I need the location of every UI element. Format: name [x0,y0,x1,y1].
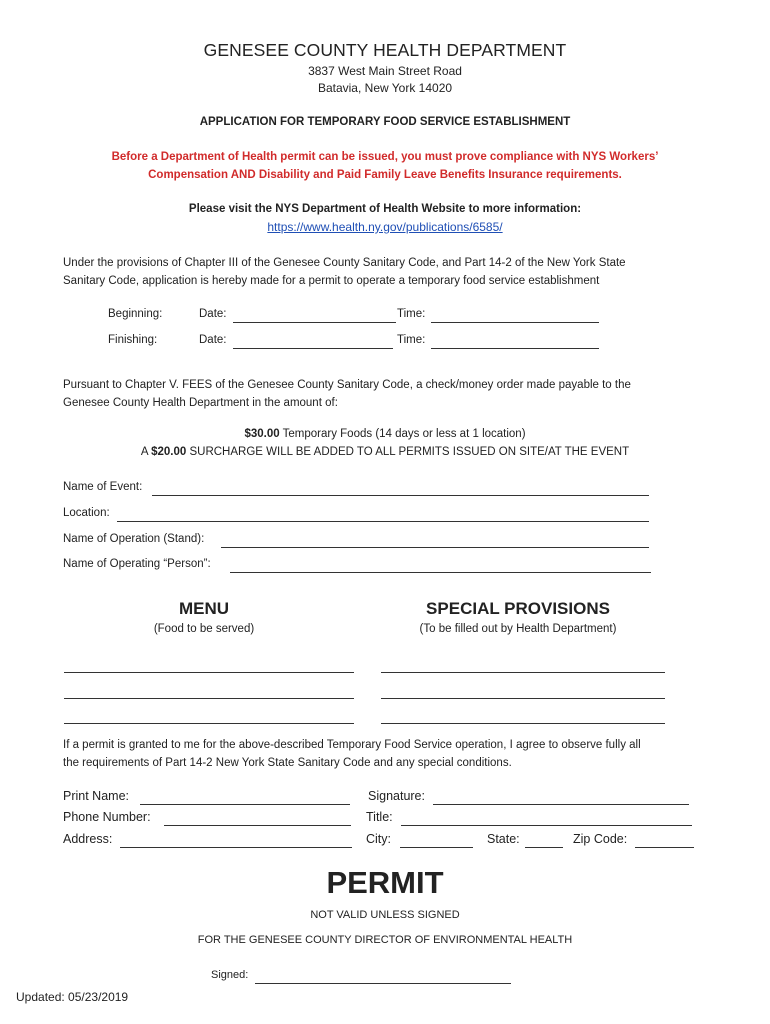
print-name-label: Print Name: [63,789,129,803]
operating-person-field[interactable] [230,572,651,573]
menu-line-1[interactable] [64,672,354,673]
menu-line-2[interactable] [64,698,354,699]
beginning-date-field[interactable] [233,322,396,323]
location-field[interactable] [117,521,649,522]
not-valid-text: NOT VALID UNLESS SIGNED [310,909,460,921]
city-field[interactable] [400,847,473,848]
phone-label: Phone Number: [63,810,151,824]
state-field[interactable] [525,847,563,848]
address-line-2: Batavia, New York 14020 [317,81,453,95]
menu-heading: MENU [178,599,230,618]
title-field[interactable] [401,825,692,826]
menu-line-3[interactable] [64,723,354,724]
beginning-date-label: Date: [199,308,227,320]
location-label: Location: [63,507,110,519]
visit-website-text: Please visit the NYS Department of Health Website to more information: [188,203,582,215]
provisions-line-2[interactable] [381,698,665,699]
signature-label: Signature: [368,789,425,803]
event-name-label: Name of Event: [63,481,143,493]
operation-name-label: Name of Operation (Stand): [63,533,205,545]
address-line-1: 3837 West Main Street Road [308,64,462,78]
operating-person-label: Name of Operating “Person”: [63,558,211,570]
finishing-date-field[interactable] [233,348,393,349]
print-name-field[interactable] [140,804,350,805]
application-title: APPLICATION FOR TEMPORARY FOOD SERVICE ESTABLISHMENT [199,116,571,128]
fees-line-2: Genesee County Health Department in the amount of: [63,397,338,409]
signed-label: Signed: [211,969,249,981]
special-provisions-heading: SPECIAL PROVISIONS [426,599,610,618]
city-label: City: [366,832,391,846]
finishing-time-label: Time: [397,334,426,346]
department-title: GENESEE COUNTY HEALTH DEPARTMENT [203,40,567,60]
zip-field[interactable] [635,847,694,848]
director-text: FOR THE GENESEE COUNTY DIRECTOR OF ENVIRONMENTAL HEALTH [197,934,573,946]
special-provisions-subheading: (To be filled out by Health Department) [419,623,617,635]
fee-description: Temporary Foods (14 days or less at 1 location) [279,428,526,440]
surcharge-amount: $20.00 [151,446,187,458]
address-field[interactable] [120,847,352,848]
fees-line-1: Pursuant to Chapter V. FEES of the Genesee County Sanitary Code, a check/money order made payable to the [63,379,631,391]
zip-label: Zip Code: [573,832,628,846]
menu-subheading: (Food to be served) [153,623,255,635]
beginning-time-field[interactable] [431,322,599,323]
state-label: State: [487,832,520,846]
surcharge-line [0,446,770,458]
fee-line [0,428,770,440]
provisions-line-3[interactable] [381,723,665,724]
compliance-notice-line-2: Compensation AND Disability and Paid Family Leave Benefits Insurance requirements. [148,169,622,181]
compliance-notice-line-1: Before a Department of Health permit can be issued, you must prove compliance with NYS Workers’ [111,151,659,163]
provisions-line-1[interactable] [381,672,665,673]
address-label: Address: [63,832,113,846]
signed-field[interactable] [255,983,511,984]
intro-line-1: Under the provisions of Chapter III of the Genesee County Sanitary Code, and Part 14-2 of the New York State [63,257,626,269]
intro-line-2: Sanitary Code, application is hereby made for a permit to operate a temporary food service establishment [63,275,600,287]
surcharge-description: SURCHARGE WILL BE ADDED TO ALL PERMITS ISSUED ON SITE/AT THE EVENT [186,446,630,458]
title-label: Title: [366,810,393,824]
doh-link[interactable]: https://www.health.ny.gov/publications/6585/ [267,220,503,234]
event-name-field[interactable] [152,495,649,496]
agreement-line-1: If a permit is granted to me for the above-described Temporary Food Service operation, I agree to observe fully all [63,739,641,751]
finishing-label: Finishing: [108,334,158,346]
fee-amount: $30.00 [244,428,280,440]
permit-heading: PERMIT [326,865,444,900]
signature-field[interactable] [433,804,689,805]
updated-date: Updated: 05/23/2019 [16,990,129,1004]
surcharge-prefix: A [140,446,152,458]
agreement-line-2: the requirements of Part 14-2 New York State Sanitary Code and any special conditions. [63,757,512,769]
beginning-time-label: Time: [397,308,426,320]
finishing-date-label: Date: [199,334,227,346]
finishing-time-field[interactable] [431,348,599,349]
operation-name-field[interactable] [221,547,649,548]
phone-field[interactable] [164,825,351,826]
beginning-label: Beginning: [108,308,163,320]
